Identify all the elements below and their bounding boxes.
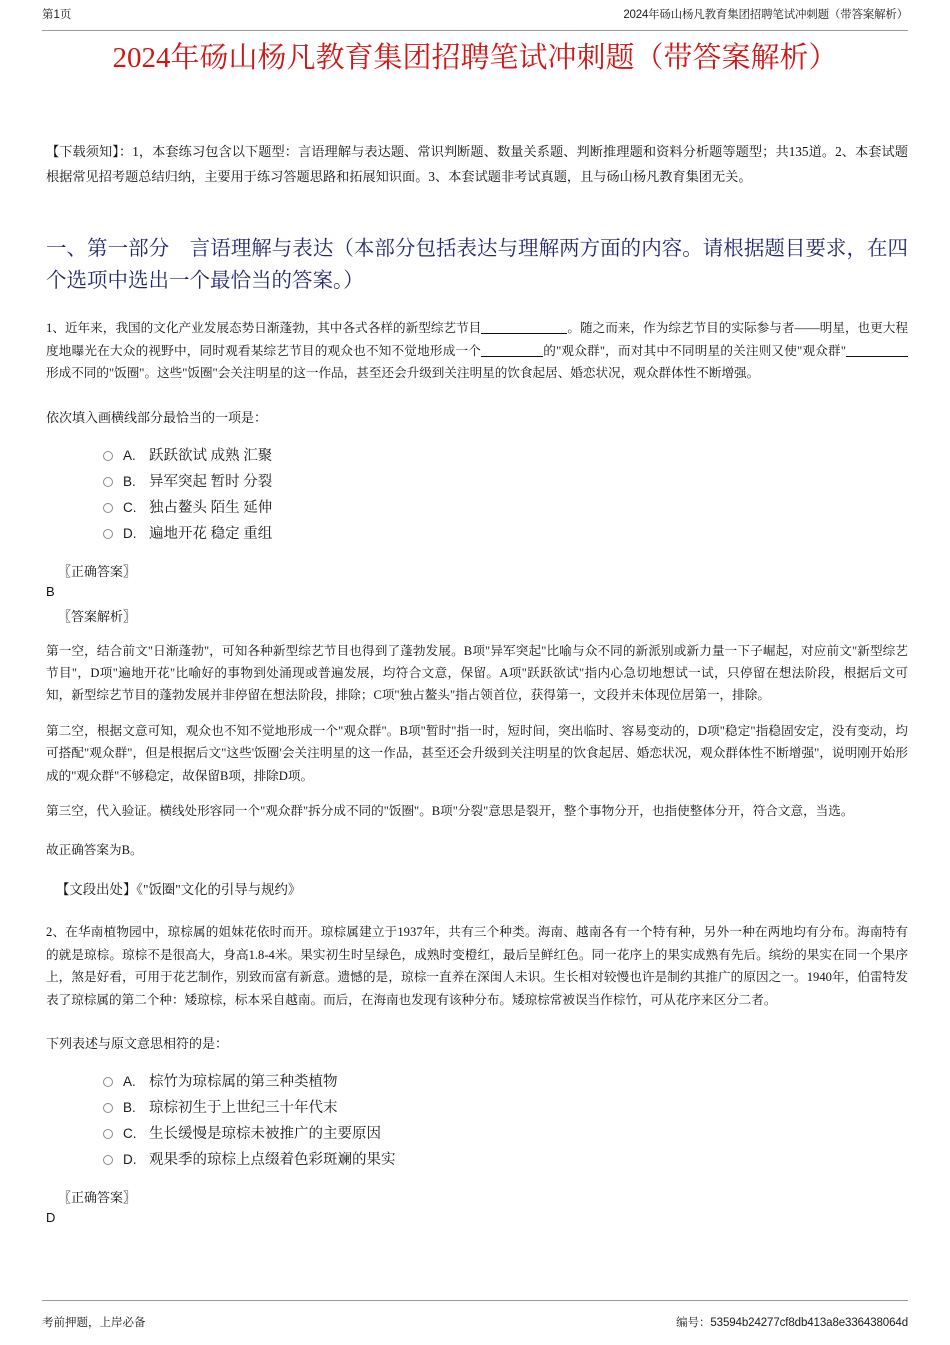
radio-icon[interactable]	[103, 503, 113, 513]
question-stem-part2: 。随之而来，作为综艺节目的实际参与者——明星，也更大程度地曝光在大众的视野中，同时观看某综艺节目的观众也不知不觉地形成一个	[46, 321, 909, 358]
analysis-paragraph: 第二空，根据文意可知，观众也不知不觉地形成一个"观众群"。B项"暂时"指一时，短时间，突出临时、容易变动的，D项"稳定"指稳固安定，没有变动，均可搭配"观众群"，但是根据后文"这些'饭圈'会关注明星的这一作品，甚至还会升级到关注明星的饮食起居、婚恋状况，观众群体性不断增强"，说明刚开始形成的"观众群"不够稳定，故保留B项，排除D项。	[46, 723, 908, 783]
option-c[interactable]	[103, 1121, 908, 1147]
question-stem-part1: 1、近年来，我国的文化产业发展态势日渐蓬勃，其中各式各样的新型综艺节目	[46, 321, 482, 335]
question-stem	[46, 317, 908, 385]
fill-blank-1	[481, 333, 567, 334]
analysis-conclusion: 故正确答案为B。	[46, 843, 143, 858]
source-label: 【文段出处】	[56, 882, 137, 898]
radio-icon[interactable]	[103, 1077, 113, 1087]
radio-icon[interactable]	[103, 1129, 113, 1139]
question-stem: 2、在华南植物园中，琼棕属的姐妹花依时而开。琼棕属建立于1937年，共有三个种类。海南、越南各有一个特有种，另外一种在两地均有分布。海南特有的就是琼棕。琼棕不是很高大，身高1.8-4米。果实初生时呈绿色，成熟时变橙红，最后呈鲜红色。同一花序上的果实成熟有先后。缤纷的果实在同一个果序上，煞是好看，可用于花艺制作，别致而富有新意。遗憾的是，琼棕一直养在深闺人未识。生长相对较慢也许是制约其推广的原因之一。1940年，伯雷特发表了琼棕属的第二个种：矮琼棕，标本采自越南。而后，在海南也发现有该种分布。矮琼棕常被误当作棕竹，可从花序来区分二者。	[46, 925, 908, 1007]
radio-icon[interactable]	[103, 451, 113, 461]
running-header-title: 2024年砀山杨凡教育集团招聘笔试冲刺题（带答案解析）	[623, 9, 908, 21]
option-text: 独占鳌头 陌生 延伸	[149, 499, 273, 516]
option-c[interactable]	[103, 495, 908, 521]
radio-icon[interactable]	[103, 1103, 113, 1113]
question-prompt: 下列表述与原文意思相符的是：	[46, 1036, 229, 1052]
correct-answer-value: B	[46, 583, 55, 599]
question-stem-part3: 的"观众群"，而对其中不同明星的关注则又使"观众群"	[543, 343, 846, 358]
download-notice: 【下载须知】：1，本套练习包含以下题型：言语理解与表达题、常识判断题、数量关系题、判断推理题和资料分析题等题型；共135道。2、本套试题根据常见招考题总结归纳，主要用于练习答题思路和拓展知识面。3、本套试题非考试真题，且与砀山杨凡教育集团无关。	[46, 144, 908, 184]
option-b[interactable]	[103, 469, 908, 495]
radio-icon[interactable]	[103, 477, 113, 487]
source-line	[46, 879, 908, 901]
option-text: 遍地开花 稳定 重组	[149, 525, 273, 542]
option-letter: B.	[123, 1100, 136, 1116]
option-letter: A.	[123, 1074, 136, 1090]
option-list	[46, 443, 908, 547]
option-text: 观果季的琼棕上点缀着色彩斑斓的果实	[149, 1152, 396, 1169]
option-a[interactable]	[103, 1069, 908, 1095]
option-d[interactable]	[103, 1147, 908, 1173]
document-body	[46, 140, 908, 1228]
option-b[interactable]	[103, 1095, 908, 1121]
page-title: 2024年砀山杨凡教育集团招聘笔试冲刺题（带答案解析）	[112, 42, 838, 74]
radio-icon[interactable]	[103, 529, 113, 539]
option-text: 跃跃欲试 成熟 汇聚	[149, 447, 273, 464]
option-text: 异军突起 暂时 分裂	[149, 473, 273, 490]
footer-id-value: 53594b24277cf8db413a8e336438064d	[710, 1317, 908, 1329]
analysis-paragraph: 第三空，代入验证。横线处形容同一个"观众群"拆分成不同的"饭圈"。B项"分裂"意思是裂开，整个事物分开，也指使整体分开，符合文意，当选。	[46, 803, 854, 818]
correct-answer-label: 〖正确答案〗	[58, 1190, 137, 1206]
option-letter: C.	[123, 499, 137, 515]
source-title: 《"饭圈"文化的引导与规约》	[136, 882, 302, 898]
question-prompt: 依次填入画横线部分最恰当的一项是：	[46, 409, 268, 425]
correct-answer-label: 〖正确答案〗	[58, 563, 137, 579]
analysis-label: 〖答案解析〗	[58, 608, 137, 624]
page-number-label: 第1页	[42, 9, 72, 21]
fill-blank-3	[846, 356, 908, 357]
radio-icon[interactable]	[103, 1155, 113, 1165]
option-list	[46, 1069, 908, 1173]
question-stem-part4: 形成不同的"饭圈"。这些"饭圈"会关注明星的这一作品，甚至还会升级到关注明星的饮食起居、婚恋状况，观众群体性不断增强。	[46, 366, 760, 380]
option-text: 琼棕初生于上世纪三十年代末	[149, 1100, 338, 1117]
footer-slogan: 考前押题，上岸必备	[42, 1317, 146, 1329]
option-letter: B.	[123, 473, 136, 489]
correct-answer-value: D	[46, 1210, 56, 1226]
footer-document-id	[676, 1315, 908, 1331]
option-letter: A.	[123, 447, 136, 463]
option-letter: D.	[123, 525, 137, 541]
option-text: 生长缓慢是琼棕未被推广的主要原因	[149, 1126, 381, 1143]
footer-id-label: 编号：	[676, 1317, 711, 1329]
analysis-paragraph: 第一空，结合前文"日渐蓬勃"，可知各种新型综艺节目也得到了蓬勃发展。B项"异军突起"比喻与众不同的新派别或新力量一下子崛起，对应前文"新型综艺节目"，D项"遍地开花"比喻好的事物到处涌现或普遍发展，均符合文意，保留。A项"跃跃欲试"指内心急切地想试一试，只停留在想法阶段，根据后文可知，新型综艺节目的蓬勃发展并非停留在想法阶段，排除；C项"独占鳌头"指占领首位，获得第一，文段并未体现位居第一，排除。	[46, 643, 908, 703]
option-letter: C.	[123, 1126, 137, 1142]
option-a[interactable]	[103, 443, 908, 469]
option-text: 棕竹为琼棕属的第三种类植物	[149, 1074, 338, 1091]
option-letter: D.	[123, 1152, 137, 1168]
running-footer	[42, 1300, 908, 1331]
fill-blank-2	[481, 356, 543, 357]
running-header	[42, 8, 908, 31]
option-d[interactable]	[103, 521, 908, 547]
section-heading: 一、第一部分 言语理解与表达（本部分包括表达与理解两方面的内容。请根据题目要求，在四个选项中选出一个最恰当的答案。）	[46, 238, 908, 292]
